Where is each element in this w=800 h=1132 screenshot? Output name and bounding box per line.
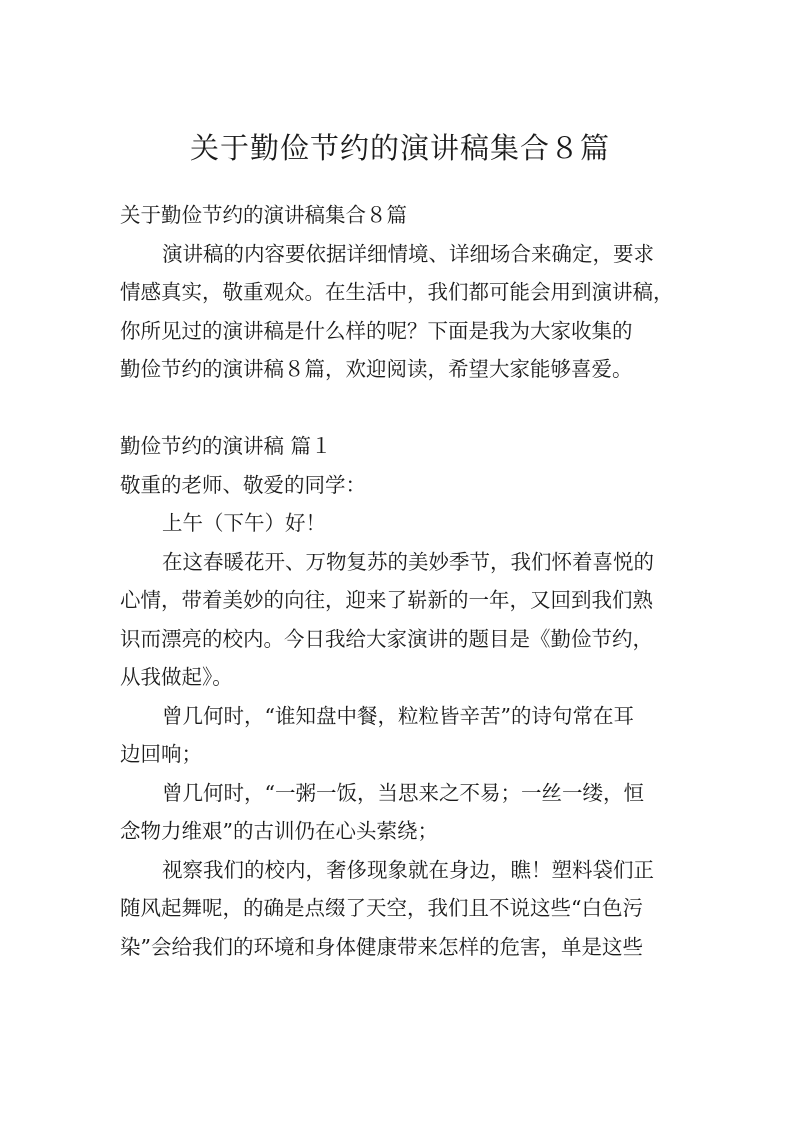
paragraph-line: 视察我们的校内，奢侈现象就在身边，瞧！塑料袋们正 xyxy=(162,857,654,882)
paragraph-spacer xyxy=(120,389,686,428)
intro-line: 情感真实，敬重观众。在生活中，我们都可能会用到演讲稿， xyxy=(120,280,674,304)
paragraph-line: 从我做起》。 xyxy=(120,665,233,689)
section-heading: 勤俭节约的演讲稿 篇１ xyxy=(120,434,332,458)
intro-line: 你所见过的演讲稿是什么样的呢？下面是我为大家收集的 xyxy=(120,318,633,343)
document-subtitle: 关于勤俭节约的演讲稿集合８篇 xyxy=(120,203,407,227)
page-title: 关于勤俭节约的演讲稿集合８篇 xyxy=(189,131,610,165)
paragraph-line: 随风起舞呢，的确是点缀了天空，我们且不说这些“白色污 xyxy=(120,896,643,920)
paragraph-line: 心情，带着美妙的向往，迎来了崭新的一年，又回到我们熟 xyxy=(120,588,653,612)
salutation: 敬重的老师、敬爱的同学： xyxy=(120,472,366,497)
paragraph-line: 染”会给我们的环境和身体健康带来怎样的危害，单是这些 xyxy=(120,934,643,959)
paragraph-line: 边回响； xyxy=(120,742,202,766)
paragraph-line: 在这春暖花开、万物复苏的美妙季节，我们怀着喜悦的 xyxy=(162,549,654,574)
intro-line: 勤俭节约的演讲稿８篇，欢迎阅读，希望大家能够喜爱。 xyxy=(120,357,633,381)
paragraph-line: 识而漂亮的校内。今日我给大家演讲的题目是《勤俭节约， xyxy=(120,626,653,651)
paragraph-line: 曾几何时，“谁知盘中餐，粒粒皆辛苦”的诗句常在耳 xyxy=(162,703,634,728)
intro-line: 演讲稿的内容要依据详细情境、详细场合来确定，要求 xyxy=(162,241,654,266)
document-body xyxy=(120,196,686,966)
greeting: 上午（下午）好！ xyxy=(162,511,326,535)
paragraph-line: 曾几何时，“一粥一饭，当思来之不易；一丝一缕，恒 xyxy=(162,780,644,805)
paragraph-line: 念物力维艰”的古训仍在心头萦绕； xyxy=(120,819,438,843)
